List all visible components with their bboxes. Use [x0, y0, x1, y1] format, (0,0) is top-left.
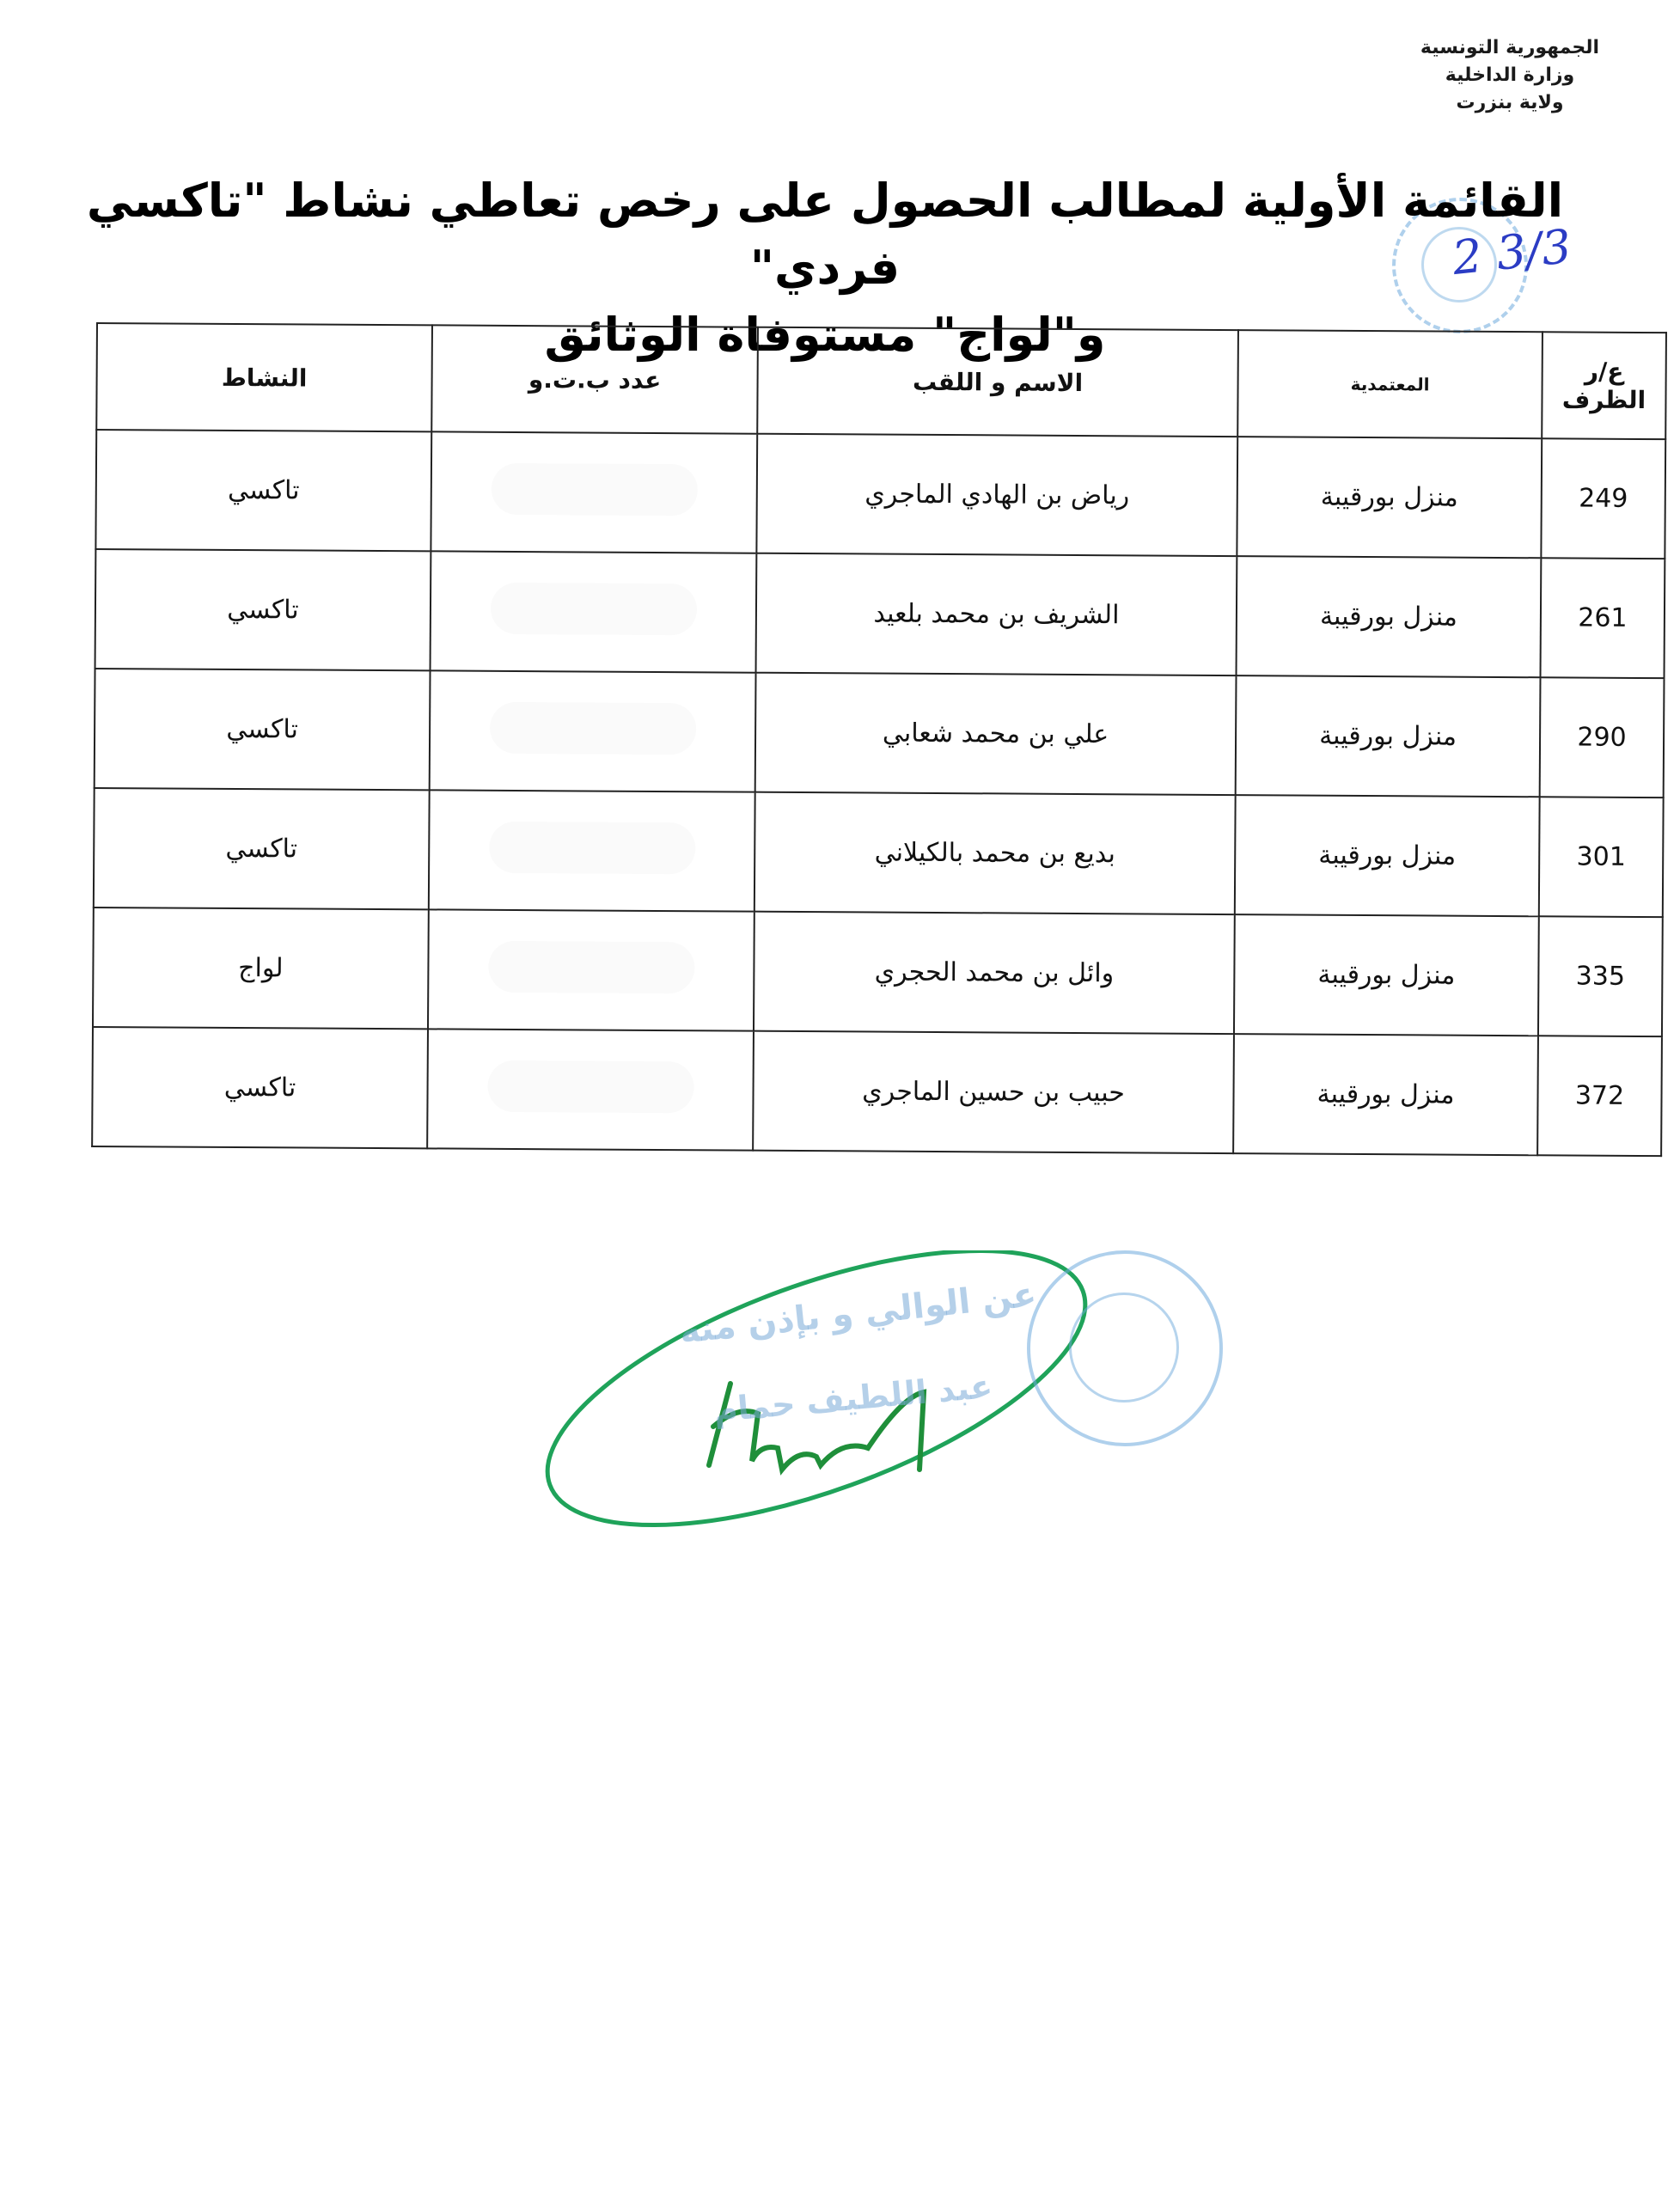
- table-row: [93, 908, 1663, 1036]
- table-row: [95, 669, 1665, 798]
- letterhead: [1364, 34, 1656, 117]
- letterhead-governorate: ولاية بنزرت: [1456, 92, 1564, 113]
- cell-delegation: منزل بورقيبة: [1234, 914, 1539, 1036]
- cell-id-card-redacted: [431, 431, 757, 553]
- table-header-row: [96, 323, 1666, 439]
- cell-full-name: حبيب بن حسين الماجري: [753, 1031, 1234, 1153]
- stamp-text-signatory: عبد اللطيف حمام: [712, 1366, 994, 1430]
- cell-id-card-redacted: [430, 670, 756, 791]
- cell-activity: تاكسي: [95, 549, 431, 670]
- header-delegation: المعتمدية: [1237, 330, 1543, 438]
- cell-activity: تاكسي: [92, 1027, 428, 1148]
- cell-full-name: وائل بن محمد الحجري: [754, 912, 1235, 1034]
- official-stamp-bottom: [1027, 1250, 1223, 1446]
- header-id-card-number: عدد ب.ت.و: [431, 325, 758, 433]
- cell-delegation: منزل بورقيبة: [1235, 795, 1540, 916]
- cell-envelope-number: 261: [1541, 558, 1665, 678]
- header-envelope-number: ع/ر الظرف: [1542, 332, 1666, 439]
- cell-activity: تاكسي: [95, 430, 431, 551]
- cell-delegation: منزل بورقيبة: [1237, 437, 1542, 558]
- redacted-field: [487, 1060, 693, 1112]
- redacted-field: [489, 701, 695, 754]
- letterhead-ministry: وزارة الداخلية: [1445, 64, 1575, 86]
- cell-activity: تاكسي: [95, 669, 431, 790]
- cell-full-name: بديع بن محمد بالكيلاني: [754, 792, 1236, 914]
- redacted-field: [490, 582, 696, 634]
- cell-activity: تاكسي: [94, 788, 430, 909]
- cell-delegation: منزل بورقيبة: [1233, 1034, 1538, 1155]
- redacted-field: [489, 821, 695, 873]
- document-title-line1: القائمة الأولية لمطالب الحصول على رخص تعاطي نشاط "تاكسي فردي": [86, 174, 1564, 295]
- handwritten-page-number: 2 3/3: [1450, 218, 1574, 286]
- cell-id-card-redacted: [429, 790, 755, 911]
- cell-envelope-number: 249: [1541, 438, 1665, 559]
- cell-id-card-redacted: [428, 909, 754, 1030]
- table-row: [94, 788, 1664, 917]
- table-row: [92, 1027, 1662, 1156]
- cell-full-name: رياض بن الهادي الماجري: [756, 434, 1237, 556]
- cell-envelope-number: 290: [1540, 677, 1665, 798]
- cell-id-card-redacted: [431, 551, 757, 672]
- cell-delegation: منزل بورقيبة: [1236, 675, 1541, 797]
- stamp-text-authority: عن الوالي و بإذن منه: [677, 1274, 1039, 1352]
- redacted-field: [491, 462, 697, 515]
- cell-full-name: الشريف بن محمد بلعيد: [756, 553, 1237, 675]
- cell-envelope-number: 372: [1537, 1036, 1662, 1156]
- header-activity: النشاط: [96, 323, 432, 431]
- cell-envelope-number: 301: [1539, 797, 1664, 917]
- cell-delegation: منزل بورقيبة: [1237, 556, 1542, 677]
- redacted-field: [488, 940, 694, 993]
- document-title-line2: و"لواج" مستوفاة الوثائق: [544, 308, 1106, 362]
- cell-activity: لواج: [93, 908, 429, 1029]
- cell-full-name: علي بن محمد شعابي: [755, 673, 1237, 795]
- table-row: [95, 549, 1665, 678]
- table-row: [95, 430, 1665, 559]
- letterhead-republic: الجمهورية التونسية: [1420, 37, 1600, 58]
- cell-id-card-redacted: [427, 1029, 754, 1150]
- cell-envelope-number: 335: [1538, 916, 1663, 1036]
- applicants-table: [91, 322, 1667, 1157]
- header-full-name: الاسم و اللقب: [757, 327, 1238, 437]
